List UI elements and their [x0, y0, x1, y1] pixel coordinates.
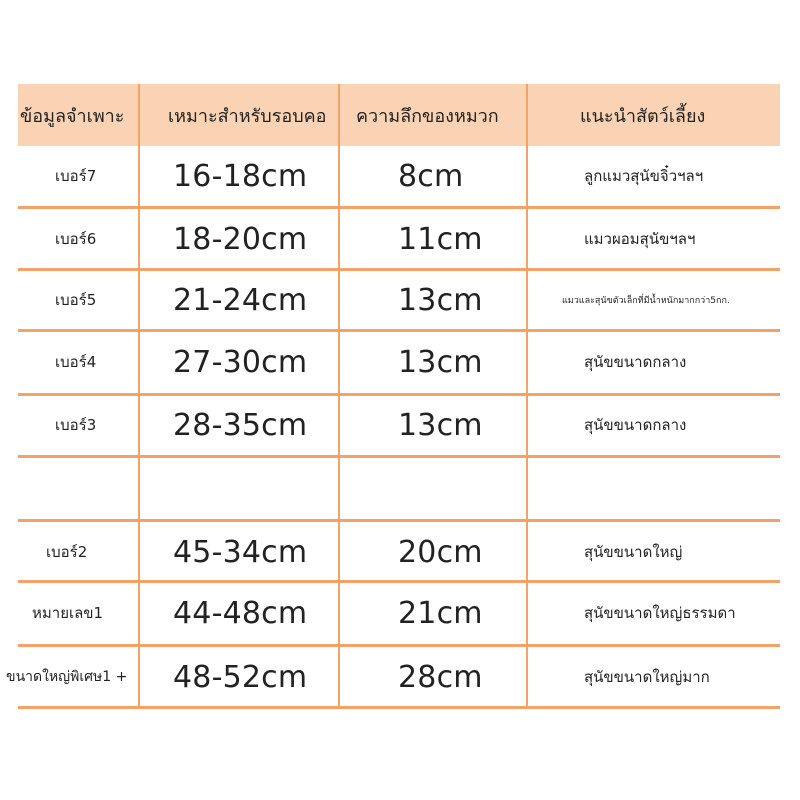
pet-cell: แมวและสุนัขตัวเล็กที่มีน้ำหนักมากกว่า5กก.: [562, 296, 730, 306]
depth-cell: 21cm: [398, 595, 483, 631]
pet-cell: สุนัขขนาดใหญ่ธรรมดา: [584, 604, 736, 622]
table-row: [18, 208, 780, 270]
neck-cell: 44-48cm: [173, 595, 308, 631]
column-divider: [138, 84, 140, 146]
size-cell: เบอร์2: [46, 543, 88, 561]
neck-cell: 28-35cm: [173, 407, 308, 443]
depth-cell: 20cm: [398, 534, 483, 570]
depth-cell: 28cm: [398, 659, 483, 695]
row-divider: [18, 706, 780, 709]
size-cell: เบอร์7: [55, 167, 97, 185]
size-cell: เบอร์4: [55, 353, 97, 371]
column-divider: [526, 84, 528, 146]
pet-cell: สุนัขขนาดใหญ่: [584, 543, 683, 561]
column-divider: [338, 84, 340, 146]
header-pet: แนะนำสัตว์เลี้ยง: [580, 105, 706, 127]
pet-cell: สุนัขขนาดกลาง: [584, 416, 687, 434]
table-row: [18, 395, 780, 455]
table-row: [18, 457, 780, 519]
size-cell: หมายเลข1: [32, 604, 104, 622]
depth-cell: 13cm: [398, 282, 483, 318]
size-cell: เบอร์3: [55, 416, 97, 434]
pet-cell: สุนัขขนาดใหญ่มาก: [584, 668, 710, 686]
depth-cell: 11cm: [398, 221, 483, 257]
header-spec: ข้อมูลจำเพาะ: [20, 105, 125, 127]
neck-cell: 48-52cm: [173, 659, 308, 695]
table-row: [18, 270, 780, 330]
size-cell: เบอร์5: [55, 291, 97, 309]
depth-cell: 13cm: [398, 344, 483, 380]
depth-cell: 8cm: [398, 158, 464, 194]
table-row: [18, 331, 780, 393]
header-neck: เหมาะสำหรับรอบคอ: [168, 105, 327, 127]
neck-cell: 27-30cm: [173, 344, 308, 380]
table-row: [6, 646, 780, 708]
header-depth: ความลึกของหมวก: [356, 105, 499, 127]
neck-cell: 21-24cm: [173, 282, 308, 318]
size-cell: ขนาดใหญ่พิเศษ1 +: [6, 669, 128, 685]
table-row: [18, 146, 780, 206]
neck-cell: 45-34cm: [173, 534, 308, 570]
table-row: [18, 582, 780, 644]
pet-cell: สุนัขขนาดกลาง: [584, 353, 687, 371]
pet-cell: แมวผอมสุนัขฯลฯ: [584, 230, 696, 248]
neck-cell: 16-18cm: [173, 158, 308, 194]
size-cell: เบอร์6: [55, 230, 97, 248]
pet-cell: ลูกแมวสุนัขจิ๋วฯลฯ: [584, 167, 704, 185]
depth-cell: 13cm: [398, 407, 483, 443]
table-row: [18, 521, 780, 583]
header-row: [18, 84, 780, 146]
neck-cell: 18-20cm: [173, 221, 308, 257]
